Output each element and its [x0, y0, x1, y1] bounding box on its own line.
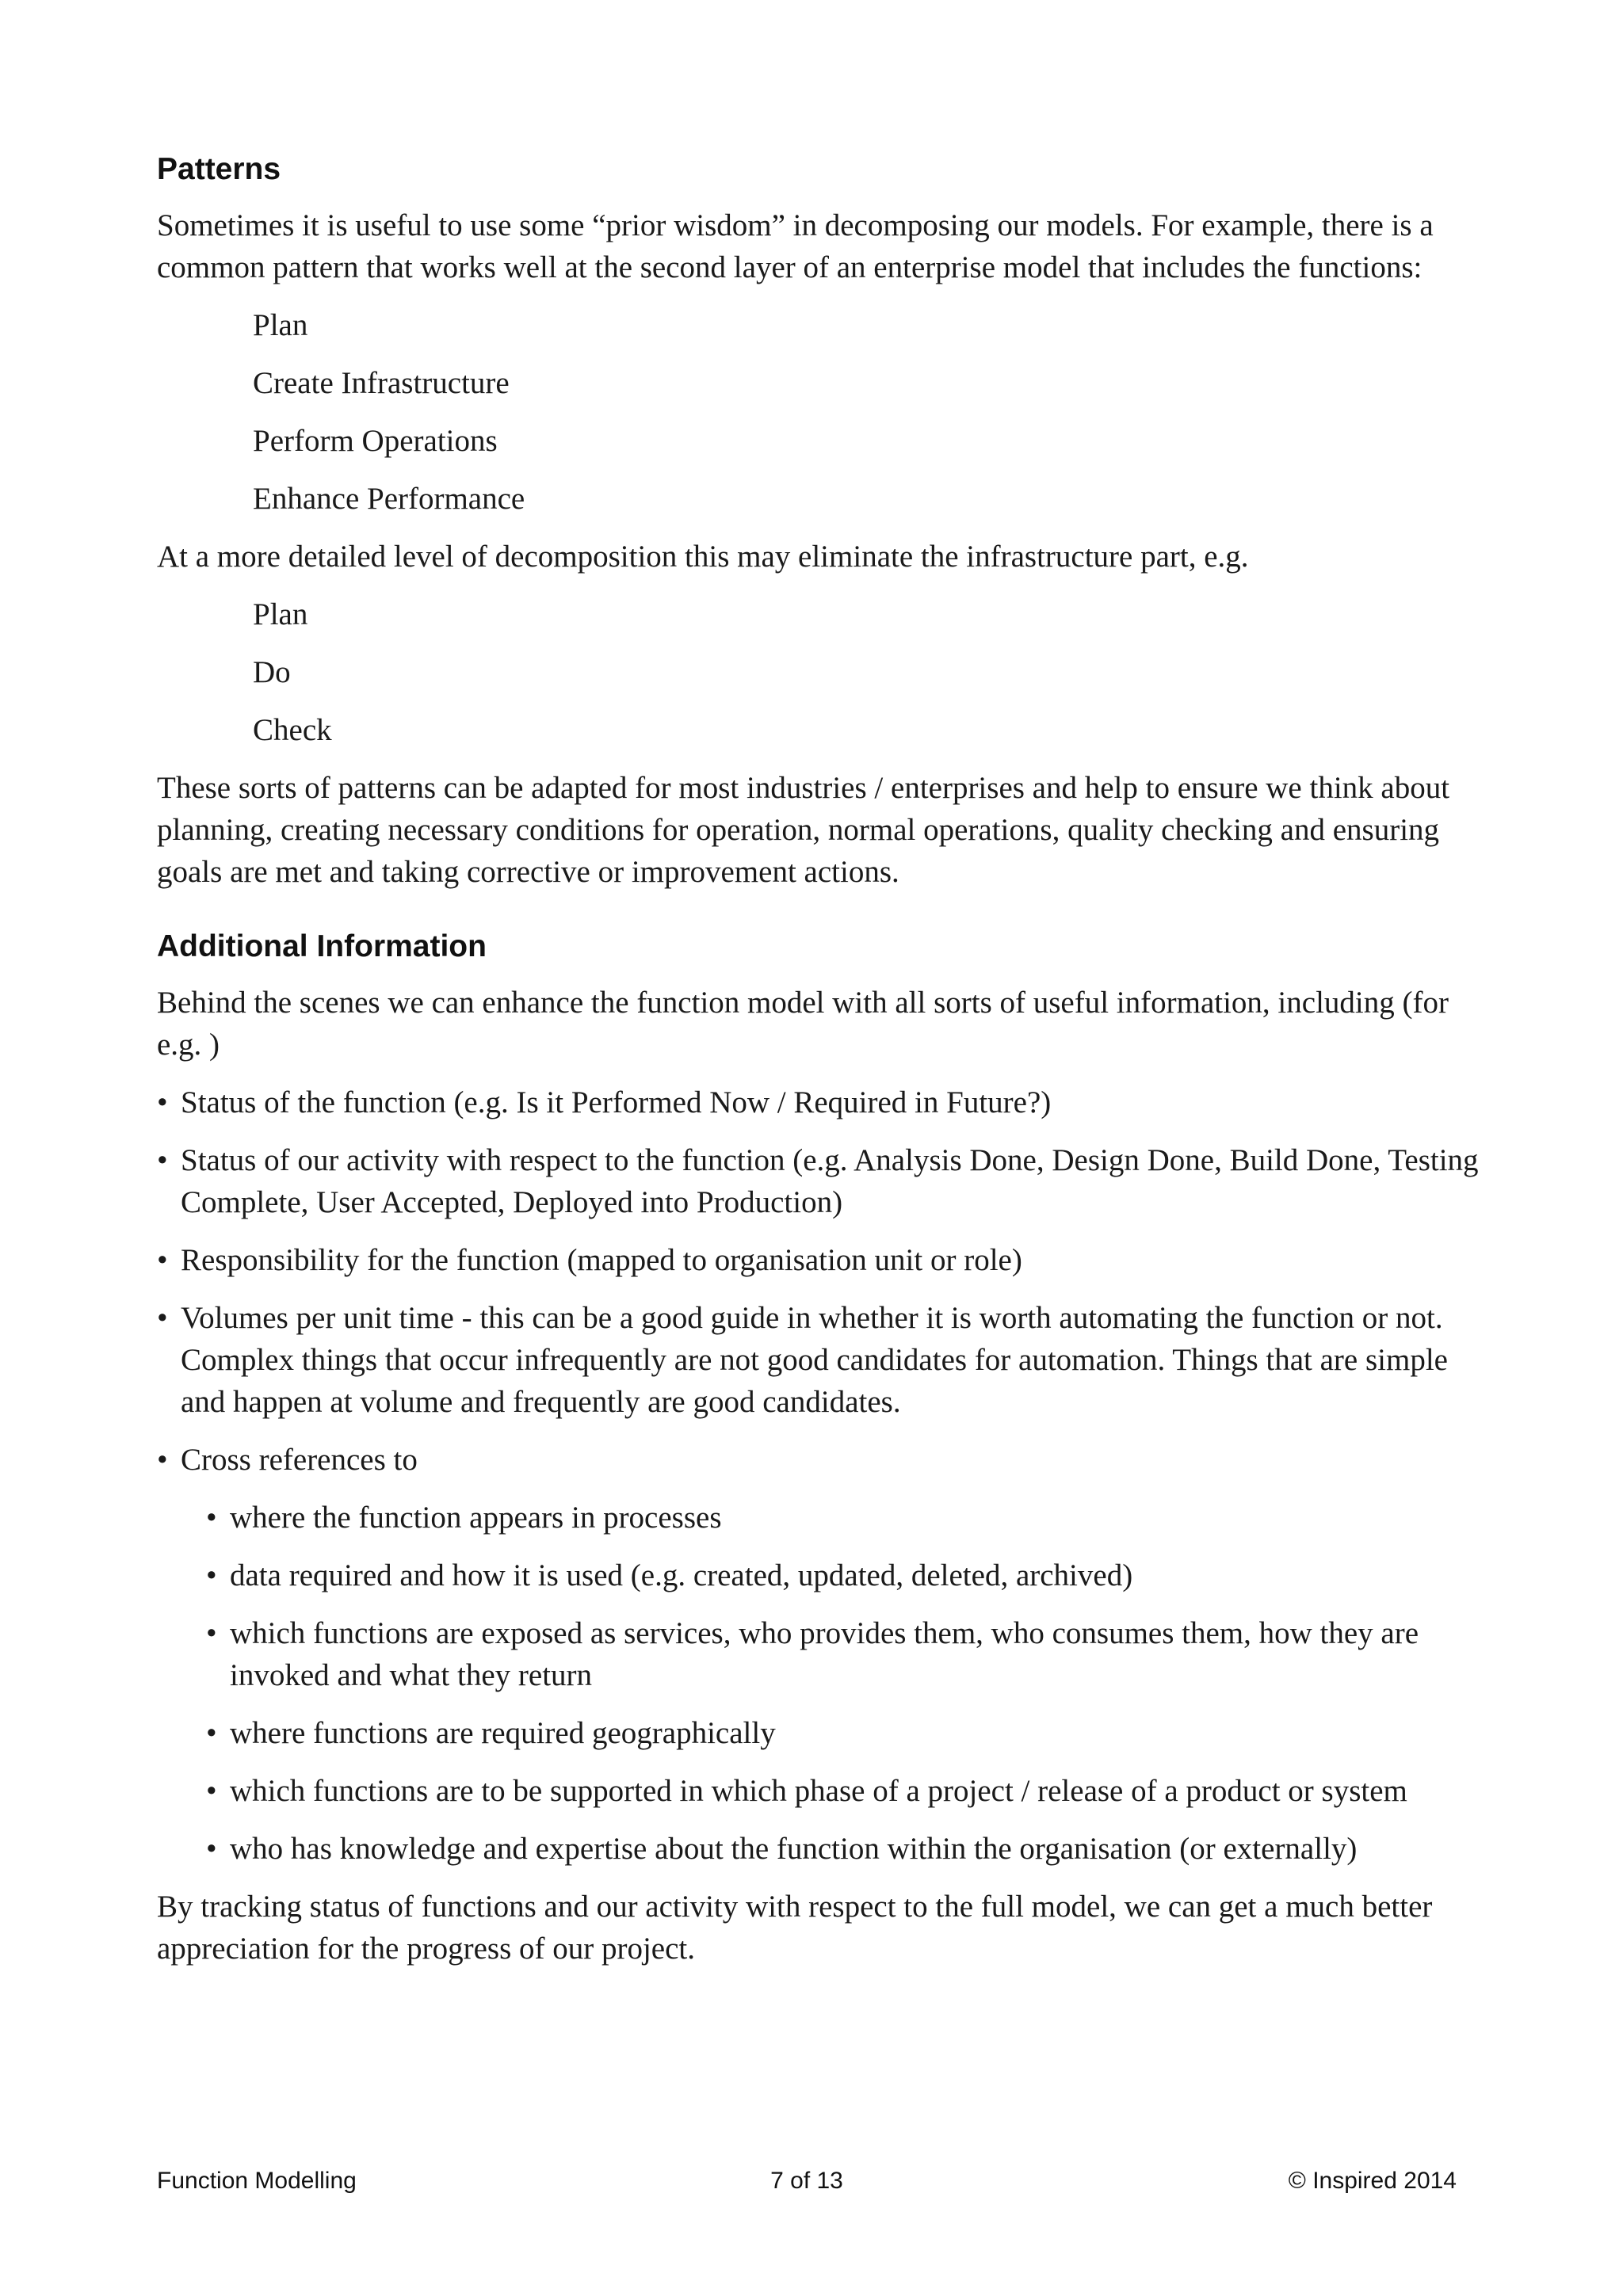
list-item: Create Infrastructure: [253, 366, 510, 400]
sub-bullet-item: • data required and how it is used (e.g. created, updated, deleted, archived): [181, 1554, 1488, 1596]
bullet-label: Cross references to: [181, 1443, 418, 1477]
list-item: Plan: [253, 308, 308, 342]
additional-heading: Additional Information: [157, 929, 487, 963]
cross-references-list: [181, 1497, 1488, 1870]
list-item: Plan: [253, 597, 308, 631]
patterns-heading: Patterns: [157, 152, 281, 186]
document-page: [157, 151, 1488, 1985]
page-number: 7 of 13: [770, 2168, 843, 2194]
sub-bullet-item: • where the function appears in processes: [181, 1497, 1488, 1539]
footer-title: Function Modelling: [157, 2168, 357, 2194]
patterns-intro: Sometimes it is useful to use some “prior wisdom” in decomposing our models. For example, there is a common pattern that works well at the second layer of an enterprise model that includes the functions:: [157, 208, 1434, 284]
list-item: Do: [253, 655, 291, 689]
bullet-item: • Status of our activity with respect to the function (e.g. Analysis Done, Design Done, Build Done, Testing Complete, User Accepted, Deployed into Production): [157, 1139, 1488, 1223]
additional-intro: Behind the scenes we can enhance the function model with all sorts of useful information, including (for e.g. ): [157, 986, 1449, 1062]
detail-functions-list: [157, 593, 1488, 751]
footer-copyright: © Inspired 2014: [1288, 2168, 1457, 2194]
sub-bullet-item: • which functions are exposed as services, who provides them, who consumes them, how they are invoked and what they return: [181, 1612, 1488, 1696]
patterns-summary: These sorts of patterns can be adapted for most industries / enterprises and help to ensure we think about planning, creating necessary conditions for operation, normal operations, quality checking and ensuring goals are met and taking corrective or improvement actions.: [157, 771, 1450, 889]
sub-bullet-item: • which functions are to be supported in which phase of a project / release of a product or system: [181, 1770, 1488, 1812]
sub-bullet-item: • who has knowledge and expertise about the function within the organisation (or externally): [181, 1828, 1488, 1870]
additional-bullets: [157, 1081, 1488, 1870]
pattern-functions-list: [157, 304, 1488, 520]
sub-bullet-item: • where functions are required geographically: [181, 1712, 1488, 1754]
bullet-item: • Volumes per unit time - this can be a good guide in whether it is worth automating the function or not. Complex things that occur infrequently are not good candidates for automation. Things that are simple and happen at volume and frequently are good candidates.: [157, 1297, 1488, 1423]
bullet-item-cross-references: [157, 1439, 1488, 1870]
bullet-item: • Status of the function (e.g. Is it Performed Now / Required in Future?): [157, 1081, 1488, 1123]
detail-intro: At a more detailed level of decomposition this may eliminate the infrastructure part, e.g.: [157, 540, 1249, 574]
page-footer: [157, 2165, 1457, 2197]
list-item: Enhance Performance: [253, 482, 525, 516]
additional-conclusion: By tracking status of functions and our activity with respect to the full model, we can get a much better appreciation for the progress of our project.: [157, 1890, 1433, 1966]
list-item: Check: [253, 713, 332, 747]
list-item: Perform Operations: [253, 424, 498, 458]
bullet-item: • Responsibility for the function (mapped to organisation unit or role): [157, 1239, 1488, 1281]
